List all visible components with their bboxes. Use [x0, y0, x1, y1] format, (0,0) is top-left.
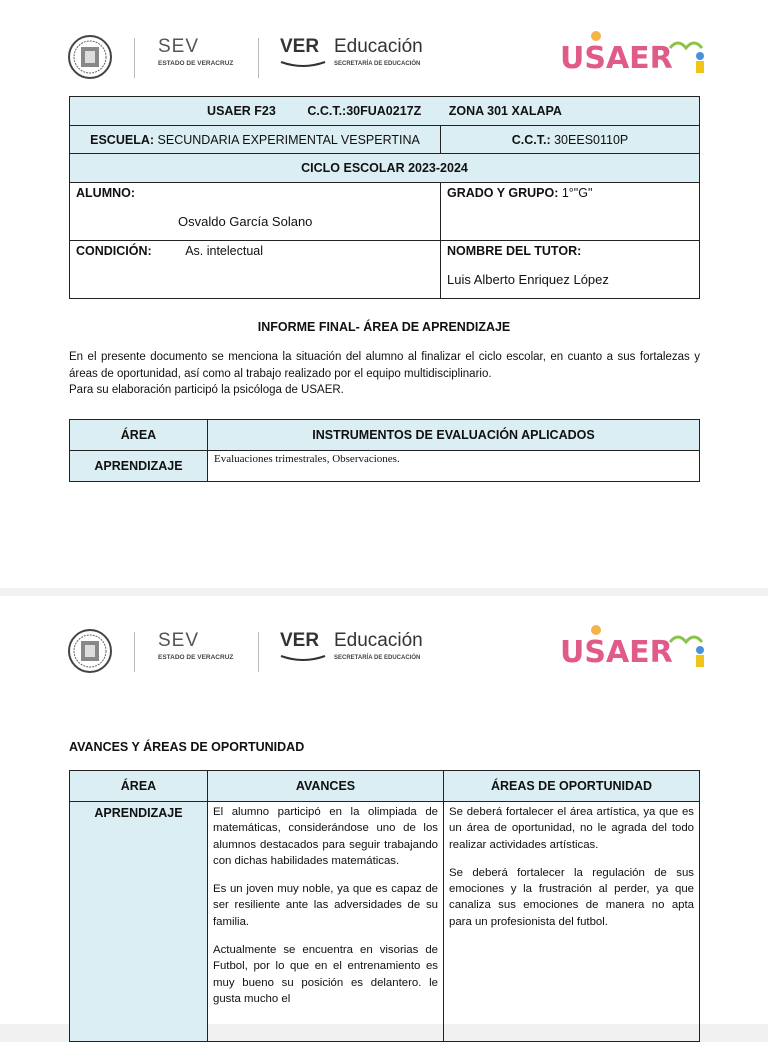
svg-text:USAER: USAER: [560, 41, 673, 76]
educacion-label: Educación: [334, 630, 423, 651]
condicion-value: As. intelectual: [185, 244, 264, 258]
cct2-label: C.C.T.:: [511, 132, 551, 147]
grado-label: GRADO Y GRUPO:: [447, 186, 559, 200]
ver-label: VER: [280, 36, 320, 57]
eval-header-instruments: INSTRUMENTOS DE EVALUACIÓN APLICADOS: [208, 420, 700, 451]
escuela-label: ESCUELA:: [90, 132, 155, 147]
ver-label: VER: [280, 630, 320, 651]
veracruz-seal-icon: [66, 34, 114, 80]
grado-value: 1°"G": [561, 186, 593, 200]
section-title: AVANCES Y ÁREAS DE OPORTUNIDAD: [69, 740, 305, 754]
escuela-cell: [70, 126, 441, 154]
cct2-cell: [441, 126, 700, 154]
page-header: [66, 624, 716, 694]
eval-header-area: ÁREA: [70, 420, 208, 451]
educacion-label: Educación: [334, 36, 423, 57]
grado-cell: [441, 183, 700, 241]
ciclo-cell: [70, 154, 700, 183]
tutor-label: NOMBRE DEL TUTOR:: [447, 244, 582, 258]
page-header: [66, 30, 716, 100]
report-paragraph: En el presente documento se menciona la situación del alumno al finalizar el ciclo escolar, en cuanto a sus fortalezas y áreas de oportunidad, así como al trabajo realizado por el equipo multidisciplinario.: [69, 351, 700, 380]
report-title: INFORME FINAL- ÁREA DE APRENDIZAJE: [257, 320, 511, 334]
alumno-value: Osvaldo García Solano: [178, 214, 313, 229]
progress-header-avances: AVANCES: [208, 771, 444, 802]
usaer-id: USAER F23: [207, 104, 276, 118]
avances-cell: [208, 802, 444, 1042]
usaer-cct: C.C.T.:30FUA0217Z: [307, 104, 422, 118]
eval-instruments-cell: Evaluaciones trimestrales, Observaciones.: [208, 451, 700, 482]
sev-label: SEV: [158, 630, 200, 651]
divider: [258, 632, 259, 672]
progress-header-oportunidad: ÁREAS DE OPORTUNIDAD: [444, 771, 700, 802]
sev-subtitle: ESTADO DE VERACRUZ: [158, 654, 234, 661]
condicion-label: CONDICIÓN:: [76, 244, 152, 258]
tutor-value: Luis Alberto Enriquez López: [447, 272, 609, 287]
educacion-subtitle: SECRETARÍA DE EDUCACIÓN: [334, 61, 421, 67]
tutor-cell: [441, 241, 700, 299]
ver-swoosh-icon: [280, 652, 326, 662]
sev-subtitle: ESTADO DE VERACRUZ: [158, 60, 234, 67]
oportunidad-paragraph: Se deberá fortalecer la regulación de sus emociones y la frustración al perder, ya que canaliza sus emociones de manera no apta para un profesionista del futbol.: [449, 866, 694, 928]
usaer-row: [70, 97, 700, 126]
document-page-2: [0, 596, 768, 1024]
divider: [134, 38, 135, 78]
avance-paragraph: Es un joven muy noble, ya que es capaz de ser resiliente ante las adversidades de su familia.: [213, 883, 438, 928]
avance-paragraph: Actualmente se encuentra en visorias de Futbol, por lo que en el entrenamiento es muy bueno su posición es delantero. le gusta mucho el: [213, 944, 438, 1005]
progress-area-cell: APRENDIZAJE: [70, 802, 208, 1042]
evaluation-table: [69, 419, 700, 482]
ciclo-escolar: CICLO ESCOLAR 2023-2024: [301, 161, 468, 175]
usaer-logo: [560, 624, 710, 674]
alumno-cell: [70, 183, 441, 241]
ver-swoosh-icon: [280, 58, 326, 68]
zona: ZONA 301 XALAPA: [448, 104, 562, 118]
eval-area-cell: APRENDIZAJE: [70, 451, 208, 482]
oportunidades-cell: [444, 802, 700, 1042]
divider: [134, 632, 135, 672]
student-info-table: [69, 96, 700, 299]
progress-table: [69, 770, 700, 1042]
oportunidad-paragraph: Se deberá fortalecer el área artística, ya que es un área de oportunidad, no le agrada del todo realizar actividades artísticas.: [449, 806, 694, 851]
alumno-label: ALUMNO:: [76, 186, 136, 200]
veracruz-seal-icon: [66, 628, 114, 674]
escuela-value: SECUNDARIA EXPERIMENTAL VESPERTINA: [157, 132, 420, 147]
cct2-value: 30EES0110P: [554, 132, 629, 147]
educacion-subtitle: SECRETARÍA DE EDUCACIÓN: [334, 655, 421, 661]
report-paragraph-2: Para su elaboración participó la psicóloga de USAER.: [69, 384, 344, 396]
svg-text:USAER: USAER: [560, 635, 673, 670]
sev-label: SEV: [158, 36, 200, 57]
progress-header-area: ÁREA: [70, 771, 208, 802]
avance-paragraph: El alumno participó en la olimpiada de matemáticas, considerándose uno de los alumnos destacados para seguir trabajando con dichas habilidades matemáticas.: [213, 806, 438, 867]
condicion-cell: [70, 241, 441, 299]
usaer-logo: [560, 30, 710, 80]
divider: [258, 38, 259, 78]
